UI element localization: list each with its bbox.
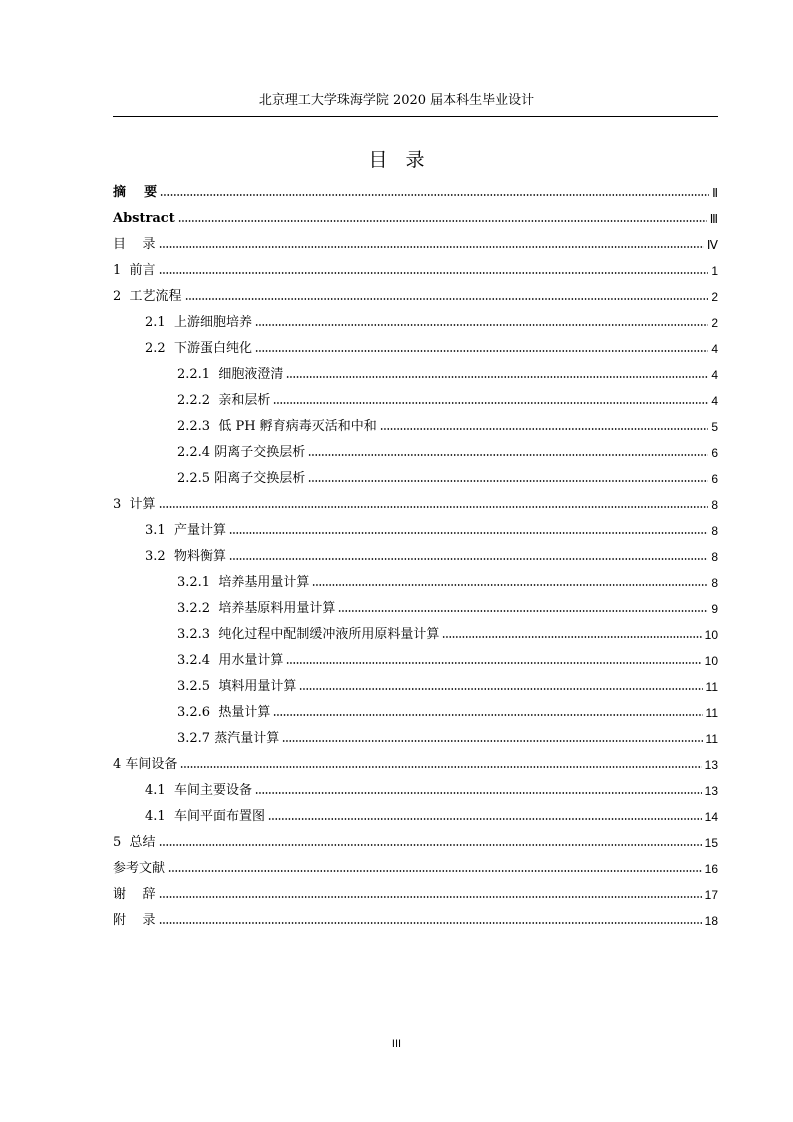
toc-entry-label: 2.2.5 阳离子交换层析	[177, 471, 306, 486]
toc-entry-page: 8	[711, 498, 718, 512]
toc-entry-4-1-equipment[interactable]	[113, 780, 718, 806]
toc-entry-page: 8	[711, 524, 718, 538]
toc-entry-label: 3.2.6 热量计算	[177, 705, 271, 720]
toc-entry-page: 8	[711, 576, 718, 590]
toc-entry-page: 4	[711, 342, 718, 356]
toc-entry-page: 9	[711, 602, 718, 616]
dot-leader	[159, 260, 709, 275]
dot-leader	[268, 806, 702, 821]
toc-entry-label: 5 总结	[113, 835, 156, 850]
toc-entry-page: 15	[704, 836, 718, 850]
toc-entry-label: 1 前言	[113, 263, 156, 278]
dot-leader	[380, 416, 709, 431]
dot-leader	[312, 572, 708, 587]
toc-entry-page: 8	[711, 550, 718, 564]
toc-entry-abstract-en[interactable]	[113, 208, 718, 234]
toc-entry-3[interactable]	[113, 494, 718, 520]
dot-leader	[159, 832, 702, 847]
dot-leader	[159, 910, 702, 925]
toc-entry-label: 3 计算	[113, 497, 156, 512]
toc-entry-page: 13	[704, 784, 718, 798]
dot-leader	[299, 676, 702, 691]
toc-entry-2-2[interactable]	[113, 338, 718, 364]
toc-entry-page: 11	[705, 732, 718, 746]
toc-entry-label: 参考文献	[113, 861, 166, 876]
toc-entry-3-2-1[interactable]	[113, 572, 718, 598]
toc-entry-label: 2.2 下游蛋白纯化	[145, 341, 252, 356]
toc-entry-label: 2 工艺流程	[113, 289, 182, 304]
toc-title: 目录	[368, 149, 443, 171]
toc-entry-page: Ⅳ	[706, 238, 718, 252]
toc-entry-acknowledgements[interactable]	[113, 884, 718, 910]
toc-entry-label: 4.1 车间主要设备	[145, 783, 252, 798]
toc-entry-label: 3.1 产量计算	[145, 523, 226, 538]
toc-entry-2[interactable]	[113, 286, 718, 312]
dot-leader	[229, 520, 708, 535]
toc-entry-1[interactable]	[113, 260, 718, 286]
page-number: III	[391, 1038, 402, 1050]
dot-leader	[180, 754, 701, 769]
toc-entry-page: 16	[704, 862, 718, 876]
dot-leader	[229, 546, 708, 561]
dot-leader	[159, 884, 702, 899]
dot-leader	[168, 858, 702, 873]
toc-entry-2-1[interactable]	[113, 312, 718, 338]
dot-leader	[273, 702, 702, 717]
toc-entry-page: 4	[711, 394, 718, 408]
toc-entry-label: 摘 要	[113, 185, 158, 200]
toc-entry-page: 2	[711, 316, 718, 330]
toc-entry-contents[interactable]	[113, 234, 718, 260]
toc-entry-page: 6	[711, 472, 718, 486]
toc-entry-3-2[interactable]	[113, 546, 718, 572]
toc-entry-label: 2.2.3 低 PH 孵育病毒灭活和中和	[177, 419, 377, 434]
toc-entry-label: 3.2 物料衡算	[145, 549, 226, 564]
toc-entry-2-2-3[interactable]	[113, 416, 718, 442]
toc-entry-page: 2	[711, 290, 718, 304]
toc-entry-page: 4	[711, 368, 718, 382]
toc-entry-2-2-2[interactable]	[113, 390, 718, 416]
toc-entry-label: 2.2.1 细胞液澄清	[177, 367, 284, 382]
toc-entry-label: 3.2.3 纯化过程中配制缓冲液所用原料量计算	[177, 627, 440, 642]
toc-entry-2-2-5[interactable]	[113, 468, 718, 494]
toc-entry-page: 10	[704, 628, 718, 642]
toc-entry-3-2-2[interactable]	[113, 598, 718, 624]
toc-entry-label: 3.2.7 蒸汽量计算	[177, 731, 280, 746]
toc-entry-label: 谢 辞	[113, 887, 156, 902]
toc-entry-appendix[interactable]	[113, 910, 718, 936]
toc-entry-label: 3.2.2 培养基原料用量计算	[177, 601, 336, 616]
toc-entry-references[interactable]	[113, 858, 718, 884]
dot-leader	[442, 624, 701, 639]
toc-entry-label: 2.2.4 阴离子交换层析	[177, 445, 306, 460]
toc-entry-3-2-3[interactable]	[113, 624, 718, 650]
toc-entry-5[interactable]	[113, 832, 718, 858]
dot-leader	[273, 390, 708, 405]
dot-leader	[185, 286, 709, 301]
dot-leader	[338, 598, 708, 613]
toc-entry-3-1[interactable]	[113, 520, 718, 546]
toc-entry-3-2-6[interactable]	[113, 702, 718, 728]
toc-entry-label: 2.2.2 亲和层析	[177, 393, 271, 408]
toc-entry-page: 17	[704, 888, 718, 902]
toc-entry-3-2-7[interactable]	[113, 728, 718, 754]
table-of-contents	[113, 182, 718, 936]
toc-entry-4[interactable]	[113, 754, 718, 780]
header-divider	[113, 116, 718, 117]
toc-entry-page: 5	[711, 420, 718, 434]
dot-leader	[282, 728, 702, 743]
toc-entry-abstract-cn[interactable]	[113, 182, 718, 208]
dot-leader	[308, 442, 708, 457]
dot-leader	[178, 208, 707, 223]
dot-leader	[255, 338, 708, 353]
toc-entry-page: 14	[704, 810, 718, 824]
toc-entry-label: 目 录	[113, 237, 156, 252]
toc-entry-label: 3.2.1 培养基用量计算	[177, 575, 310, 590]
dot-leader	[286, 364, 708, 379]
toc-entry-label: 附 录	[113, 913, 156, 928]
toc-entry-3-2-5[interactable]	[113, 676, 718, 702]
page-header: 北京理工大学珠海学院 2020 届本科生毕业设计	[258, 93, 535, 108]
dot-leader	[286, 650, 701, 665]
dot-leader	[308, 468, 708, 483]
toc-entry-page: Ⅱ	[712, 186, 718, 200]
toc-entry-page: 1	[711, 264, 718, 278]
toc-entry-page: 13	[704, 758, 718, 772]
toc-entry-page: 11	[705, 680, 718, 694]
dot-leader	[255, 312, 708, 327]
toc-entry-label: 2.1 上游细胞培养	[145, 315, 252, 330]
toc-entry-3-2-4[interactable]	[113, 650, 718, 676]
toc-entry-page: 11	[705, 706, 718, 720]
dot-leader	[159, 234, 704, 249]
toc-entry-page: Ⅲ	[709, 212, 718, 226]
dot-leader	[255, 780, 702, 795]
toc-entry-2-2-4[interactable]	[113, 442, 718, 468]
toc-entry-label: 3.2.5 填料用量计算	[177, 679, 297, 694]
toc-entry-label: Abstract	[113, 211, 175, 226]
toc-entry-label: 4.1 车间平面布置图	[145, 809, 265, 824]
toc-entry-label: 4 车间设备	[113, 757, 178, 772]
toc-entry-page: 18	[704, 914, 718, 928]
toc-entry-page: 6	[711, 446, 718, 460]
toc-entry-page: 10	[704, 654, 718, 668]
toc-entry-2-2-1[interactable]	[113, 364, 718, 390]
toc-entry-label: 3.2.4 用水量计算	[177, 653, 284, 668]
toc-entry-4-1-layout[interactable]	[113, 806, 718, 832]
dot-leader	[159, 494, 709, 509]
dot-leader	[160, 182, 709, 197]
